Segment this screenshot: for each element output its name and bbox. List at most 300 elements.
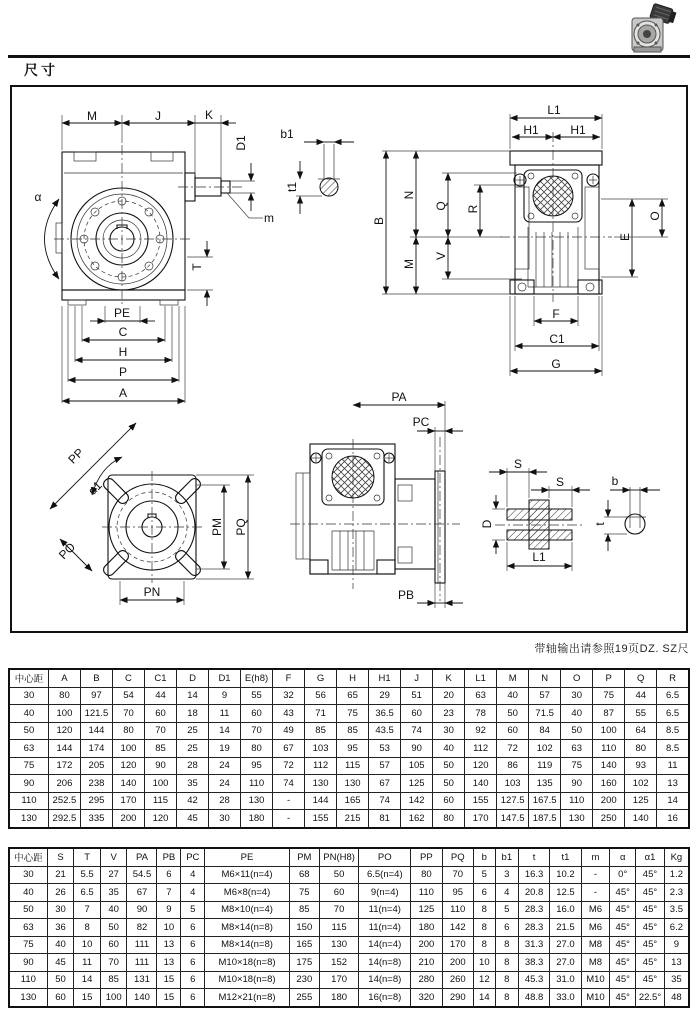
- dim-label: PB: [397, 588, 415, 602]
- table-cell: 290: [442, 989, 473, 1007]
- dim-label: PQ: [234, 518, 248, 536]
- table-cell: 45°: [610, 954, 636, 972]
- table-row: [9, 866, 689, 884]
- table-cell: 162: [401, 810, 433, 828]
- table-cell: 11(n=4): [359, 919, 411, 937]
- table-cell: 81: [369, 810, 401, 828]
- table-cell: 63: [9, 740, 48, 758]
- table-cell: 60: [319, 884, 359, 902]
- dim-label: α: [34, 190, 42, 204]
- hollow-shaft-detail: [489, 468, 590, 571]
- table-cell: 95: [337, 740, 369, 758]
- table-cell: 43.5: [369, 722, 401, 740]
- table-cell: 80: [433, 810, 465, 828]
- table-cell: 43: [273, 705, 305, 723]
- column-header: R: [657, 669, 689, 687]
- table-cell: 60: [144, 705, 176, 723]
- table-row: [9, 936, 689, 954]
- dim-label: D: [480, 519, 494, 529]
- dim-label: PP: [65, 445, 87, 467]
- dim-label: K: [204, 108, 214, 122]
- table-cell: 45°: [610, 936, 636, 954]
- table-cell: 9(n=4): [359, 884, 411, 902]
- dim-label: m: [264, 211, 274, 225]
- dim-label: N: [402, 190, 416, 200]
- column-header: t1: [550, 848, 581, 866]
- column-header: G: [305, 669, 337, 687]
- dim-label: PE: [113, 306, 131, 320]
- dim-label: PM: [210, 518, 224, 536]
- dim-label: J: [155, 109, 161, 123]
- table-cell: 115: [337, 757, 369, 775]
- side-view-output: [290, 401, 463, 608]
- table-cell: 45°: [636, 901, 665, 919]
- table-cell: 215: [337, 810, 369, 828]
- table-cell: 85: [337, 722, 369, 740]
- table-cell: 75: [337, 705, 369, 723]
- table-cell: 8: [473, 901, 495, 919]
- column-header: PN(H8): [319, 848, 359, 866]
- table-cell: 85: [144, 740, 176, 758]
- table-cell: 50: [47, 971, 74, 989]
- table-cell: 260: [442, 971, 473, 989]
- column-header: PP: [411, 848, 442, 866]
- table-cell: 11(n=4): [359, 901, 411, 919]
- column-header: J: [401, 669, 433, 687]
- table-cell: 45°: [610, 884, 636, 902]
- table-cell: 90: [9, 775, 48, 793]
- table-cell: 6.5: [657, 687, 689, 705]
- table-row: [9, 757, 689, 775]
- table-cell: 9: [157, 901, 181, 919]
- table-cell: 112: [305, 757, 337, 775]
- front-view: [45, 115, 264, 403]
- dim-label: PN: [143, 585, 161, 599]
- table-cell: 170: [465, 810, 497, 828]
- table-cell: 50: [319, 866, 359, 884]
- table-cell: 105: [401, 757, 433, 775]
- table-cell: 40: [9, 884, 47, 902]
- table-cell: 14(n=8): [359, 954, 411, 972]
- table-cell: 21: [47, 866, 74, 884]
- table-cell: 80: [48, 687, 80, 705]
- table-cell: 25: [177, 722, 209, 740]
- table-cell: 110: [9, 971, 47, 989]
- table-cell: 144: [80, 722, 112, 740]
- table-cell: 15: [157, 971, 181, 989]
- table-cell: 75: [9, 757, 48, 775]
- table-cell: 3: [495, 866, 518, 884]
- dim-label: R: [466, 204, 480, 214]
- table-cell: 8: [495, 936, 518, 954]
- dim-label: G: [551, 357, 561, 371]
- table-cell: 125: [411, 901, 442, 919]
- dim-label: S: [555, 475, 565, 489]
- column-header: 中心距: [9, 848, 47, 866]
- dim-label: T: [190, 263, 204, 271]
- table-cell: 63: [561, 740, 593, 758]
- table-cell: 74: [273, 775, 305, 793]
- table-cell: 111: [127, 954, 157, 972]
- table-cell: 2.3: [664, 884, 689, 902]
- table-cell: 14: [657, 792, 689, 810]
- table-cell: 31.3: [518, 936, 549, 954]
- page-title: 尺寸: [24, 62, 58, 78]
- table-cell: 53: [369, 740, 401, 758]
- table-cell: 36: [47, 919, 74, 937]
- table-cell: 120: [48, 722, 80, 740]
- table-cell: 205: [80, 757, 112, 775]
- column-header: S: [47, 848, 74, 866]
- table-cell: 28: [209, 792, 241, 810]
- table-cell: 1.2: [664, 866, 689, 884]
- table-cell: 130: [9, 810, 48, 828]
- column-header: C1: [144, 669, 176, 687]
- table-cell: 140: [112, 775, 144, 793]
- table-row: [9, 901, 689, 919]
- table-cell: 45°: [636, 866, 665, 884]
- table-cell: 165: [289, 936, 319, 954]
- table-cell: 102: [529, 740, 561, 758]
- table-cell: 74: [369, 792, 401, 810]
- table-cell: 112: [465, 740, 497, 758]
- table-cell: 12.5: [550, 884, 581, 902]
- table-cell: 175: [289, 954, 319, 972]
- table-cell: 3.5: [664, 901, 689, 919]
- table-row: [9, 687, 689, 705]
- table-cell: 90: [561, 775, 593, 793]
- table-cell: 75: [593, 687, 625, 705]
- table-cell: 60: [47, 989, 74, 1007]
- table-cell: 292.5: [48, 810, 80, 828]
- table-cell: 200: [112, 810, 144, 828]
- table-cell: 90: [127, 901, 157, 919]
- table-cell: 165: [337, 792, 369, 810]
- dim-label: O: [648, 211, 662, 221]
- table-cell: 152: [319, 954, 359, 972]
- table-cell: 111: [127, 936, 157, 954]
- table-cell: 119: [529, 757, 561, 775]
- table-cell: 82: [127, 919, 157, 937]
- table-cell: 27.0: [550, 936, 581, 954]
- table-cell: 50: [433, 775, 465, 793]
- table-cell: M8: [581, 936, 610, 954]
- table-cell: 174: [80, 740, 112, 758]
- table-row: [9, 722, 689, 740]
- table-row: [9, 775, 689, 793]
- flange-view: [50, 423, 254, 605]
- table-cell: 70: [144, 722, 176, 740]
- table-cell: 16: [657, 810, 689, 828]
- table-cell: 67: [273, 740, 305, 758]
- table-cell: 131: [127, 971, 157, 989]
- table-row: [9, 792, 689, 810]
- table-cell: 160: [593, 775, 625, 793]
- table-cell: 6.5: [657, 705, 689, 723]
- table-cell: 4: [181, 884, 205, 902]
- table-cell: M6: [581, 919, 610, 937]
- table-cell: 130: [305, 775, 337, 793]
- table-cell: 48.8: [518, 989, 549, 1007]
- table-cell: 13: [157, 936, 181, 954]
- table-cell: 95: [442, 884, 473, 902]
- table-cell: 40: [47, 936, 74, 954]
- dim-label: M: [87, 109, 97, 123]
- table-cell: 250: [593, 810, 625, 828]
- table-cell: 13: [664, 954, 689, 972]
- table-cell: 64: [625, 722, 657, 740]
- table-cell: 26: [47, 884, 74, 902]
- table-cell: 45°: [636, 919, 665, 937]
- table-cell: 40: [100, 901, 127, 919]
- table-row: [9, 705, 689, 723]
- dim-label: L1: [532, 550, 546, 564]
- table-cell: 12: [473, 971, 495, 989]
- table-cell: 50: [100, 919, 127, 937]
- column-header: D: [177, 669, 209, 687]
- dim-label: M: [402, 259, 416, 269]
- footnote: 带轴输出请参照19页DZ. SZ尺: [534, 643, 689, 655]
- table-cell: 187.5: [529, 810, 561, 828]
- table-cell: 35: [100, 884, 127, 902]
- table-cell: -: [273, 792, 305, 810]
- table-cell: 24: [209, 775, 241, 793]
- table-cell: 121.5: [80, 705, 112, 723]
- table-cell: 14: [473, 989, 495, 1007]
- dim-label: t: [593, 522, 607, 526]
- table-cell: 110: [442, 901, 473, 919]
- table-cell: 70: [442, 866, 473, 884]
- table-cell: 23: [433, 705, 465, 723]
- table-cell: 19: [209, 740, 241, 758]
- table-cell: -: [581, 866, 610, 884]
- table-cell: 7: [157, 884, 181, 902]
- table-cell: 27: [100, 866, 127, 884]
- column-header: B: [80, 669, 112, 687]
- column-header: D1: [209, 669, 241, 687]
- column-header: PO: [359, 848, 411, 866]
- table-cell: 40: [9, 705, 48, 723]
- table-cell: 6: [473, 884, 495, 902]
- table-cell: 75: [561, 757, 593, 775]
- table-cell: 130: [561, 810, 593, 828]
- table-cell: 55: [625, 705, 657, 723]
- table-cell: 280: [411, 971, 442, 989]
- table-cell: 32: [273, 687, 305, 705]
- table-cell: 16(n=8): [359, 989, 411, 1007]
- table-cell: 50: [9, 722, 48, 740]
- table-cell: 45°: [610, 971, 636, 989]
- table-row: [9, 989, 689, 1007]
- table-cell: M8×14(n=8): [205, 919, 290, 937]
- table-cell: 27.0: [550, 954, 581, 972]
- table-cell: 18: [177, 705, 209, 723]
- table-cell: 92: [465, 722, 497, 740]
- dim-label: F: [552, 307, 560, 321]
- column-header: α: [610, 848, 636, 866]
- table-row: [9, 884, 689, 902]
- table-cell: 74: [401, 722, 433, 740]
- table-cell: 45°: [610, 989, 636, 1007]
- table-cell: 140: [465, 775, 497, 793]
- table-cell: 80: [411, 866, 442, 884]
- dim-label: P: [118, 365, 128, 379]
- table-cell: 35: [177, 775, 209, 793]
- table-cell: 45°: [636, 954, 665, 972]
- table-cell: 4: [495, 884, 518, 902]
- table-cell: M8×10(n=4): [205, 901, 290, 919]
- table-cell: 110: [411, 884, 442, 902]
- table-row: [9, 971, 689, 989]
- table-cell: 30: [9, 687, 48, 705]
- table-cell: 50: [497, 705, 529, 723]
- table-cell: 50: [9, 901, 47, 919]
- column-header: V: [100, 848, 127, 866]
- table-cell: 140: [593, 757, 625, 775]
- table-cell: 97: [80, 687, 112, 705]
- table-cell: 200: [442, 954, 473, 972]
- column-header: H: [337, 669, 369, 687]
- table-cell: 110: [241, 775, 273, 793]
- table-cell: 6: [181, 971, 205, 989]
- table-cell: M6×11(n=4): [205, 866, 290, 884]
- table-cell: 144: [48, 740, 80, 758]
- table-cell: 10: [473, 954, 495, 972]
- table-cell: 255: [289, 989, 319, 1007]
- table-cell: 40: [561, 705, 593, 723]
- table-cell: 10: [74, 936, 101, 954]
- column-header: L1: [465, 669, 497, 687]
- table-row: [9, 954, 689, 972]
- table-cell: 120: [465, 757, 497, 775]
- table-cell: 206: [48, 775, 80, 793]
- table-cell: M6: [581, 901, 610, 919]
- table-cell: 7: [74, 901, 101, 919]
- column-header: N: [529, 669, 561, 687]
- table-cell: 70: [241, 722, 273, 740]
- table-cell: 11: [209, 705, 241, 723]
- table-cell: 150: [289, 919, 319, 937]
- column-header: C: [112, 669, 144, 687]
- table-cell: -: [273, 810, 305, 828]
- column-header: E(h8): [241, 669, 273, 687]
- table-row: [9, 740, 689, 758]
- table-cell: 100: [100, 989, 127, 1007]
- table-cell: 30: [47, 901, 74, 919]
- table-cell: 103: [305, 740, 337, 758]
- dim-label: H1: [523, 123, 539, 137]
- table-cell: 29: [369, 687, 401, 705]
- table-cell: 230: [289, 971, 319, 989]
- table-cell: 6.5: [74, 884, 101, 902]
- table-cell: 238: [80, 775, 112, 793]
- table-cell: 115: [319, 919, 359, 937]
- table-cell: 30: [209, 810, 241, 828]
- table-cell: 8: [74, 919, 101, 937]
- table-cell: 144: [305, 792, 337, 810]
- column-header: PQ: [442, 848, 473, 866]
- table-cell: 14: [177, 687, 209, 705]
- dim-label: b1: [280, 127, 294, 141]
- table-cell: 180: [319, 989, 359, 1007]
- table-cell: 320: [411, 989, 442, 1007]
- column-header: T: [74, 848, 101, 866]
- table-cell: 210: [411, 954, 442, 972]
- table-cell: 15: [74, 989, 101, 1007]
- column-header: m: [581, 848, 610, 866]
- table-cell: 20: [433, 687, 465, 705]
- table-cell: 10.2: [550, 866, 581, 884]
- table-cell: 80: [112, 722, 144, 740]
- table-cell: 60: [401, 705, 433, 723]
- dim-label: H: [118, 345, 128, 359]
- dim-label: E: [618, 232, 632, 242]
- table-cell: 55: [241, 687, 273, 705]
- table-cell: 115: [144, 792, 176, 810]
- table-cell: 8.5: [657, 740, 689, 758]
- table-cell: 71.5: [529, 705, 561, 723]
- table-cell: 44: [625, 687, 657, 705]
- table-cell: 57: [369, 757, 401, 775]
- table-cell: 16.0: [550, 901, 581, 919]
- table-cell: 100: [593, 722, 625, 740]
- table-cell: 93: [625, 757, 657, 775]
- table-cell: 170: [319, 971, 359, 989]
- table-cell: 16.3: [518, 866, 549, 884]
- header-row: [9, 848, 689, 866]
- table-cell: 56: [305, 687, 337, 705]
- table-cell: 252.5: [48, 792, 80, 810]
- table-cell: 22.5°: [636, 989, 665, 1007]
- table-cell: 71: [305, 705, 337, 723]
- table-cell: 100: [48, 705, 80, 723]
- table-cell: 57: [529, 687, 561, 705]
- table-cell: 45.3: [518, 971, 549, 989]
- table-cell: 35: [664, 971, 689, 989]
- table-cell: 172: [48, 757, 80, 775]
- column-header: K: [433, 669, 465, 687]
- technical-drawing: [12, 87, 682, 627]
- table-cell: 135: [529, 775, 561, 793]
- dim-label: S: [513, 457, 523, 471]
- table-cell: 9: [664, 936, 689, 954]
- table-cell: -: [581, 884, 610, 902]
- table-cell: 42: [177, 792, 209, 810]
- table-cell: 50: [561, 722, 593, 740]
- table-cell: 31.0: [550, 971, 581, 989]
- header-row: [9, 669, 689, 687]
- column-header: M: [497, 669, 529, 687]
- table-cell: 100: [112, 740, 144, 758]
- table-cell: 90: [9, 954, 47, 972]
- table-cell: 102: [625, 775, 657, 793]
- table-cell: 84: [529, 722, 561, 740]
- table-cell: 8: [495, 989, 518, 1007]
- table-cell: 103: [497, 775, 529, 793]
- table-cell: 14(n=8): [359, 971, 411, 989]
- drawing-panel: [10, 85, 688, 633]
- table-cell: 63: [9, 919, 47, 937]
- table-cell: M8×14(n=8): [205, 936, 290, 954]
- input-key-detail: [296, 142, 354, 214]
- column-header: Kg: [664, 848, 689, 866]
- dim-label: C: [118, 325, 128, 339]
- table-cell: 10: [157, 919, 181, 937]
- dim-label: A: [118, 386, 128, 400]
- table-cell: 60: [433, 792, 465, 810]
- table-cell: 40: [433, 740, 465, 758]
- table-cell: 5: [473, 866, 495, 884]
